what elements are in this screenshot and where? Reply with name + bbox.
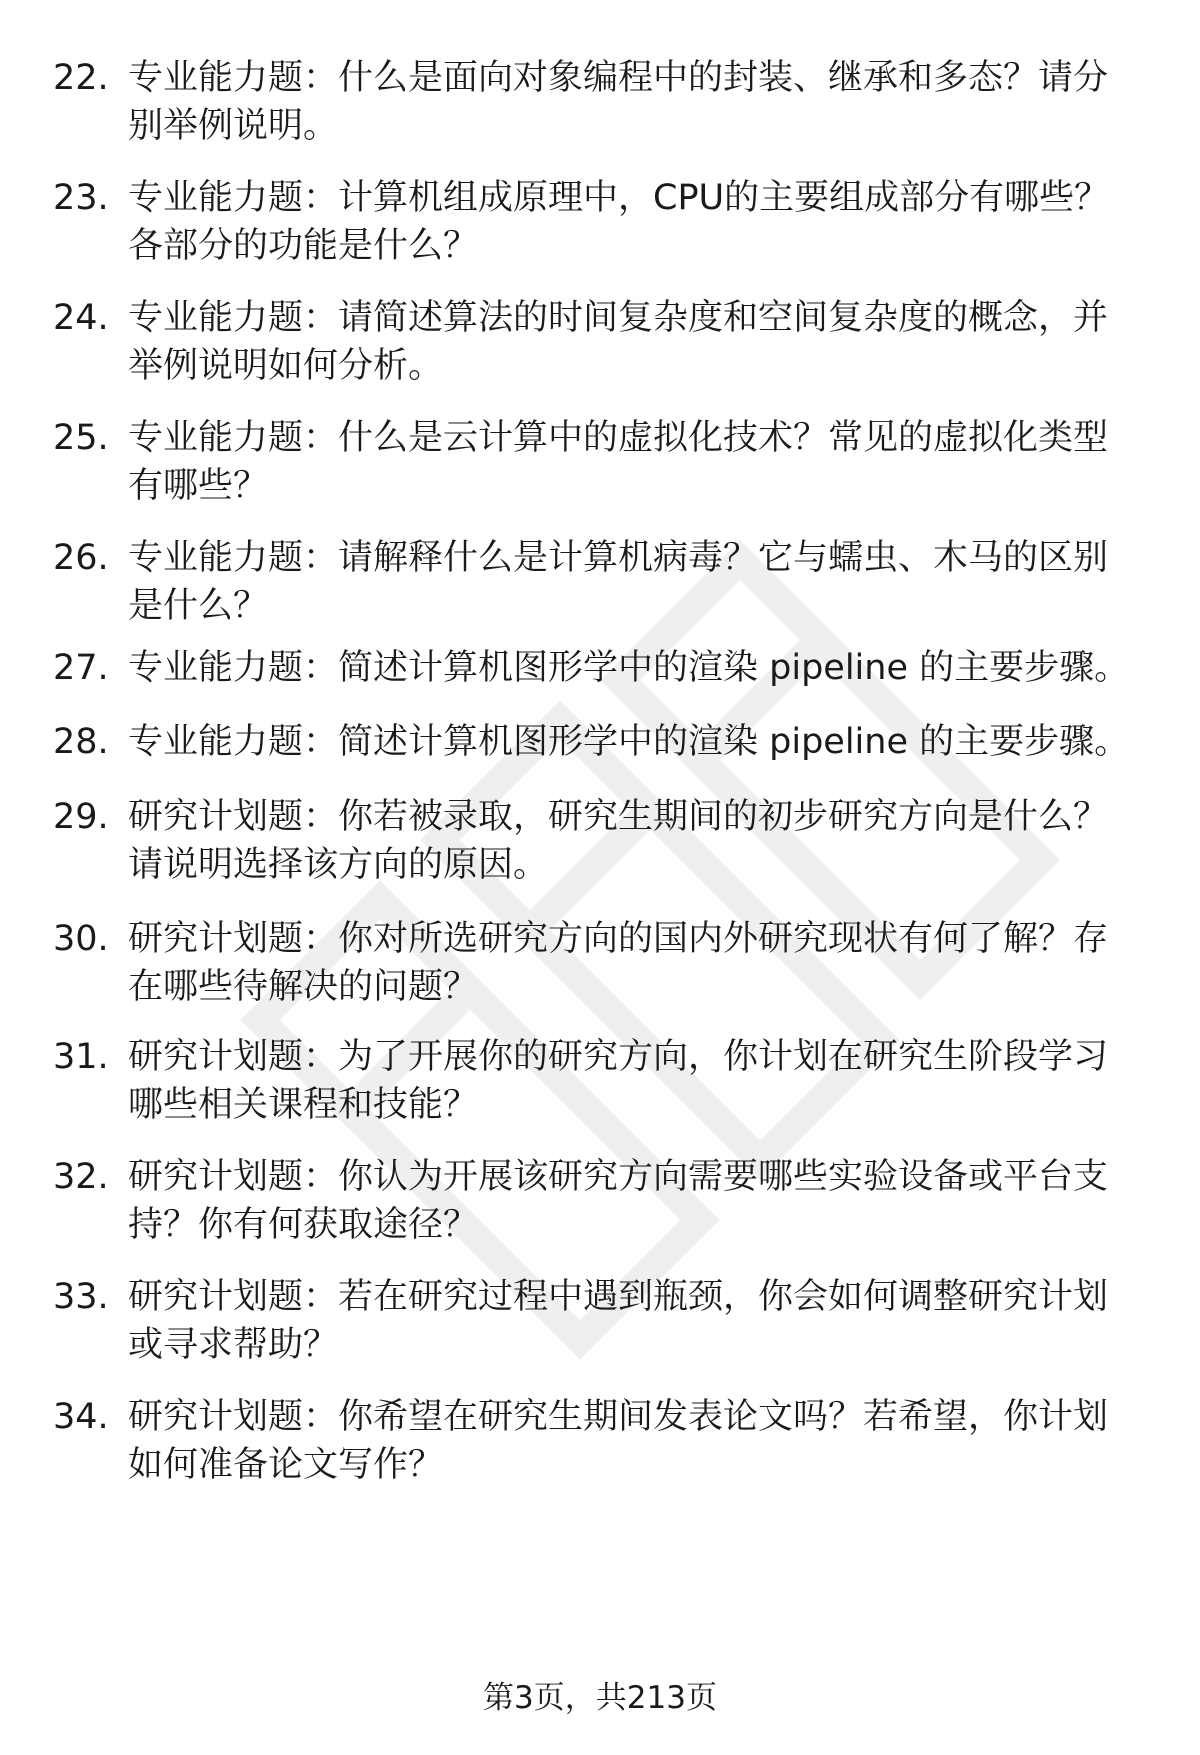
question-text: 研究计划题：为了开展你的研究方向，你计划在研究生阶段学习哪些相关课程和技能？ bbox=[128, 1037, 1109, 1125]
question-text: 研究计划题：你认为开展该研究方向需要哪些实验设备或平台支持？你有何获取途径？ bbox=[128, 1157, 1109, 1245]
question-text: 专业能力题：简述计算机图形学中的渲染 pipeline 的主要步骤。 bbox=[128, 722, 1130, 762]
question-number: 29. bbox=[53, 797, 109, 837]
question-number: 22. bbox=[53, 58, 109, 98]
page-number: 第3页，共213页 bbox=[483, 1680, 717, 1716]
question-text: 研究计划题：你希望在研究生期间发表论文吗？若希望，你计划如何准备论文写作？ bbox=[128, 1397, 1109, 1485]
question-text: 专业能力题：计算机组成原理中，CPU的主要组成部分有哪些？各部分的功能是什么？ bbox=[128, 178, 1110, 266]
question-number: 23. bbox=[53, 178, 109, 218]
question-text: 专业能力题：请解释什么是计算机病毒？它与蠕虫、木马的区别是什么？ bbox=[128, 538, 1109, 626]
question-text: 专业能力题：简述计算机图形学中的渲染 pipeline 的主要步骤。 bbox=[128, 648, 1130, 688]
question-text: 专业能力题：什么是面向对象编程中的封装、继承和多态？请分别举例说明。 bbox=[128, 58, 1109, 146]
question-number: 24. bbox=[53, 298, 109, 338]
question-text: 专业能力题：什么是云计算中的虚拟化技术？常见的虚拟化类型有哪些？ bbox=[128, 418, 1109, 506]
question-text: 研究计划题：若在研究过程中遇到瓶颈，你会如何调整研究计划或寻求帮助？ bbox=[128, 1277, 1109, 1365]
question-number: 32. bbox=[53, 1157, 109, 1197]
question-text: 研究计划题：你对所选研究方向的国内外研究现状有何了解？存在哪些待解决的问题？ bbox=[128, 919, 1109, 1007]
question-number: 27. bbox=[53, 648, 109, 688]
question-number: 28. bbox=[53, 722, 109, 762]
question-number: 34. bbox=[53, 1397, 109, 1437]
question-number: 25. bbox=[53, 418, 109, 458]
question-number: 30. bbox=[53, 919, 109, 959]
question-number: 26. bbox=[53, 538, 109, 578]
question-text: 专业能力题：请简述算法的时间复杂度和空间复杂度的概念，并举例说明如何分析。 bbox=[128, 298, 1109, 386]
question-text: 研究计划题：你若被录取，研究生期间的初步研究方向是什么？请说明选择该方向的原因。 bbox=[128, 797, 1109, 885]
question-number: 31. bbox=[53, 1037, 109, 1077]
question-number: 33. bbox=[53, 1277, 109, 1317]
